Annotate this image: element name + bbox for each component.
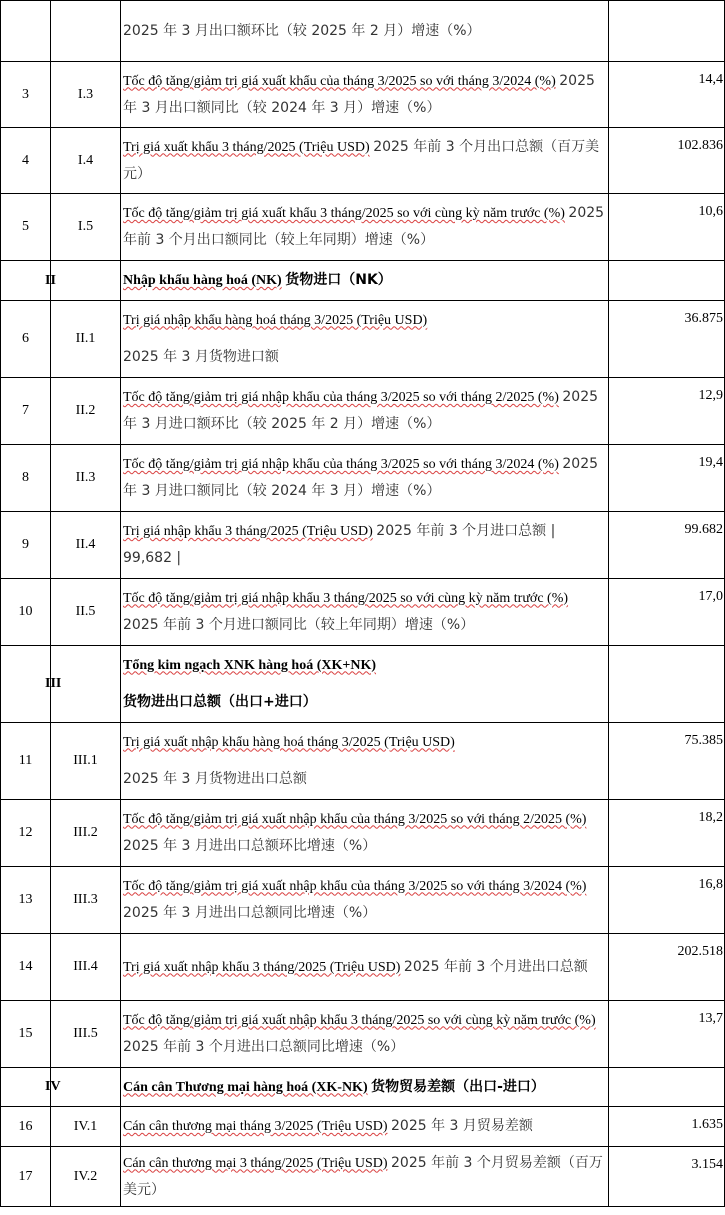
row-number: 16 xyxy=(1,1107,51,1147)
indicator-code xyxy=(51,1,121,62)
section-code-cell xyxy=(45,261,121,301)
description-zh: 2025 年 3 月出口额同比（较 2024 年 3 月）增速（%） xyxy=(123,72,595,116)
indicator-description xyxy=(121,1,609,62)
indicator-value: 75.385 xyxy=(609,723,725,800)
indicator-description xyxy=(121,445,609,512)
indicator-value: 202.518 xyxy=(609,934,725,1001)
row-number: 17 xyxy=(1,1147,51,1207)
row-number: 9 xyxy=(1,512,51,579)
indicator-code: II.2 xyxy=(51,378,121,445)
section-title-cell xyxy=(121,261,609,301)
indicator-description xyxy=(121,512,609,579)
description-vi: Trị giá nhập khẩu 3 tháng/2025 (Triệu USD) xyxy=(123,524,373,539)
description-vi: Tốc độ tăng/giảm trị giá xuất nhập khẩu 3 tháng/2025 so với cùng kỳ năm trước (%) xyxy=(123,1012,596,1028)
description-vi: Trị giá xuất nhập khẩu 3 tháng/2025 (Triệu USD) xyxy=(123,959,401,975)
description-vi: Cán cân thương mại 3 tháng/2025 (Triệu USD) xyxy=(123,1155,388,1171)
indicator-description xyxy=(121,723,609,800)
row-number: 11 xyxy=(1,723,51,800)
section-title-zh: 货物贸易差额（出口-进口） xyxy=(371,1078,545,1095)
table-row xyxy=(1,378,725,445)
section-title-vi: Cán cân Thương mại hàng hoá (XK-NK) xyxy=(123,1079,368,1095)
description-zh: 2025 年 3 月货物进口额 xyxy=(123,348,279,365)
indicator-value: 1.635 xyxy=(609,1107,725,1147)
indicator-description xyxy=(121,800,609,867)
indicator-value: 12,9 xyxy=(609,378,725,445)
section-code: II xyxy=(45,272,56,288)
table-row xyxy=(1,62,725,128)
description-zh: 2025 年 3 月进出口总额环比增速（%） xyxy=(123,837,377,854)
table-row xyxy=(1,1001,725,1068)
description-vi: Tốc độ tăng/giảm trị giá xuất nhập khẩu của tháng 3/2025 so với tháng 2/2025 (%) xyxy=(123,811,587,827)
indicator-description xyxy=(121,867,609,934)
section-title-cell xyxy=(121,1068,609,1107)
row-number: 3 xyxy=(1,62,51,128)
section-title-cell xyxy=(121,646,609,723)
indicator-description xyxy=(121,934,609,1001)
section-code-cell xyxy=(45,1068,121,1107)
table-row xyxy=(1,1,725,62)
table-row xyxy=(1,301,725,378)
indicator-code: I.4 xyxy=(51,128,121,194)
table-row xyxy=(1,1147,725,1207)
row-number: 15 xyxy=(1,1001,51,1068)
indicator-description xyxy=(121,1001,609,1068)
indicator-code: II.5 xyxy=(51,579,121,646)
description-zh: 2025 年 3 月货物进出口总额 xyxy=(123,770,307,787)
value-cell xyxy=(609,1068,725,1107)
row-number-cell xyxy=(1,261,51,301)
table-row xyxy=(1,867,725,934)
section-code-cell xyxy=(45,646,121,723)
description-vi: Tốc độ tăng/giảm trị giá xuất khẩu 3 tháng/2025 so với cùng kỳ năm trước (%) xyxy=(123,206,565,221)
row-number-cell xyxy=(1,1068,51,1107)
table-row xyxy=(1,128,725,194)
description-zh: 2025 年前 3 个月进出口总额 xyxy=(403,958,588,975)
row-number: 8 xyxy=(1,445,51,512)
indicator-value: 99.682 xyxy=(609,512,725,579)
table-row xyxy=(1,800,725,867)
indicator-code: III.4 xyxy=(51,934,121,1001)
indicator-value: 36.875 xyxy=(609,301,725,378)
row-number: 5 xyxy=(1,194,51,261)
indicator-value: 3.154 xyxy=(609,1147,725,1207)
indicator-value: 18,2 xyxy=(609,800,725,867)
indicator-description xyxy=(121,1107,609,1147)
indicator-value: 102.836 xyxy=(609,128,725,194)
description-zh: 2025 年 3 月出口额环比（较 2025 年 2 月）增速（%） xyxy=(123,22,481,39)
indicator-value: 17,0 xyxy=(609,579,725,646)
row-number: 6 xyxy=(1,301,51,378)
description-vi: Trị giá xuất khẩu 3 tháng/2025 (Triệu USD) xyxy=(123,139,370,155)
description-zh: 2025 年 3 月进口额同比（较 2024 年 3 月）增速（%） xyxy=(123,456,599,499)
description-zh: 2025 年 3 月贸易差额 xyxy=(391,1118,533,1134)
indicator-description xyxy=(121,194,609,261)
description-zh: 2025 年前 3 个月进口总额 | 99,682 | xyxy=(123,523,556,566)
description-zh: 2025 年 3 月进出口总额同比增速（%） xyxy=(123,904,377,921)
table-row xyxy=(1,445,725,512)
section-row xyxy=(1,1068,725,1107)
indicator-code: IV.1 xyxy=(51,1107,121,1147)
row-number: 14 xyxy=(1,934,51,1001)
value-cell xyxy=(609,646,725,723)
description-vi: Cán cân thương mại tháng 3/2025 (Triệu USD) xyxy=(123,1119,388,1134)
indicator-code: IV.2 xyxy=(51,1147,121,1207)
description-zh: 2025 年 3 月进口额环比（较 2025 年 2 月）增速（%） xyxy=(123,389,599,432)
row-number: 7 xyxy=(1,378,51,445)
indicator-code: III.2 xyxy=(51,800,121,867)
description-zh: 2025 年前 3 个月进出口总额同比增速（%） xyxy=(123,1038,405,1055)
description-vi: Trị giá xuất nhập khẩu hàng hoá tháng 3/2025 (Triệu USD) xyxy=(123,734,455,750)
table-row xyxy=(1,194,725,261)
description-vi: Tốc độ tăng/giảm trị giá nhập khẩu của tháng 3/2025 so với tháng 3/2024 (%) xyxy=(123,457,559,472)
table-row xyxy=(1,512,725,579)
indicator-code: III.5 xyxy=(51,1001,121,1068)
section-title-vi: Nhập khẩu hàng hoá (NK) xyxy=(123,273,282,288)
indicator-code: II.4 xyxy=(51,512,121,579)
indicator-description xyxy=(121,1147,609,1207)
value-cell xyxy=(609,261,725,301)
description-zh: 2025 年前 3 个月贸易差额（百万美元） xyxy=(123,1154,603,1198)
indicator-code: I.3 xyxy=(51,62,121,128)
row-number: 10 xyxy=(1,579,51,646)
indicator-description xyxy=(121,62,609,128)
indicator-value: 16,8 xyxy=(609,867,725,934)
row-number-cell xyxy=(1,646,51,723)
description-vi: Trị giá nhập khẩu hàng hoá tháng 3/2025 (Triệu USD) xyxy=(123,312,428,328)
description-vi: Tốc độ tăng/giảm trị giá nhập khẩu của tháng 3/2025 so với tháng 2/2025 (%) xyxy=(123,390,559,405)
table-row xyxy=(1,934,725,1001)
section-code: III xyxy=(45,676,62,691)
row-number: 12 xyxy=(1,800,51,867)
row-number xyxy=(1,1,51,62)
section-title-zh: 货物进出口总额（出口+进口） xyxy=(123,693,317,710)
row-number: 4 xyxy=(1,128,51,194)
description-zh: 2025 年前 3 个月出口总额（百万美元） xyxy=(123,138,600,182)
indicator-value xyxy=(609,1,725,62)
indicator-description xyxy=(121,128,609,194)
table-row xyxy=(1,1107,725,1147)
indicator-code: II.1 xyxy=(51,301,121,378)
description-zh: 2025 年前 3 个月进口额同比（较上年同期）增速（%） xyxy=(123,616,475,633)
section-row xyxy=(1,261,725,301)
table-row xyxy=(1,579,725,646)
table-row xyxy=(1,723,725,800)
indicator-description xyxy=(121,378,609,445)
description-vi: Tốc độ tăng/giảm trị giá xuất nhập khẩu của tháng 3/2025 so với tháng 3/2024 (%) xyxy=(123,878,587,894)
indicator-value: 19,4 xyxy=(609,445,725,512)
indicator-value: 14,4 xyxy=(609,62,725,128)
indicator-value: 10,6 xyxy=(609,194,725,261)
indicator-description xyxy=(121,301,609,378)
indicator-code: II.3 xyxy=(51,445,121,512)
indicator-description xyxy=(121,579,609,646)
description-vi: Tốc độ tăng/giảm trị giá xuất khẩu của tháng 3/2025 so với tháng 3/2024 (%) xyxy=(123,73,556,89)
row-number: 13 xyxy=(1,867,51,934)
section-code: IV xyxy=(45,1079,61,1094)
description-zh: 2025 年前 3 个月出口额同比（较上年同期）增速（%） xyxy=(123,205,605,248)
table-body xyxy=(1,1,725,1207)
description-vi: Tốc độ tăng/giảm trị giá nhập khẩu 3 tháng/2025 so với cùng kỳ năm trước (%) xyxy=(123,590,569,606)
section-title-zh: 货物进口（NK） xyxy=(285,272,392,288)
indicator-code: III.1 xyxy=(51,723,121,800)
indicator-value: 13,7 xyxy=(609,1001,725,1068)
indicator-code: III.3 xyxy=(51,867,121,934)
section-title-vi: Tổng kim ngạch XNK hàng hoá (XK+NK) xyxy=(123,657,377,673)
indicator-code: I.5 xyxy=(51,194,121,261)
section-row xyxy=(1,646,725,723)
